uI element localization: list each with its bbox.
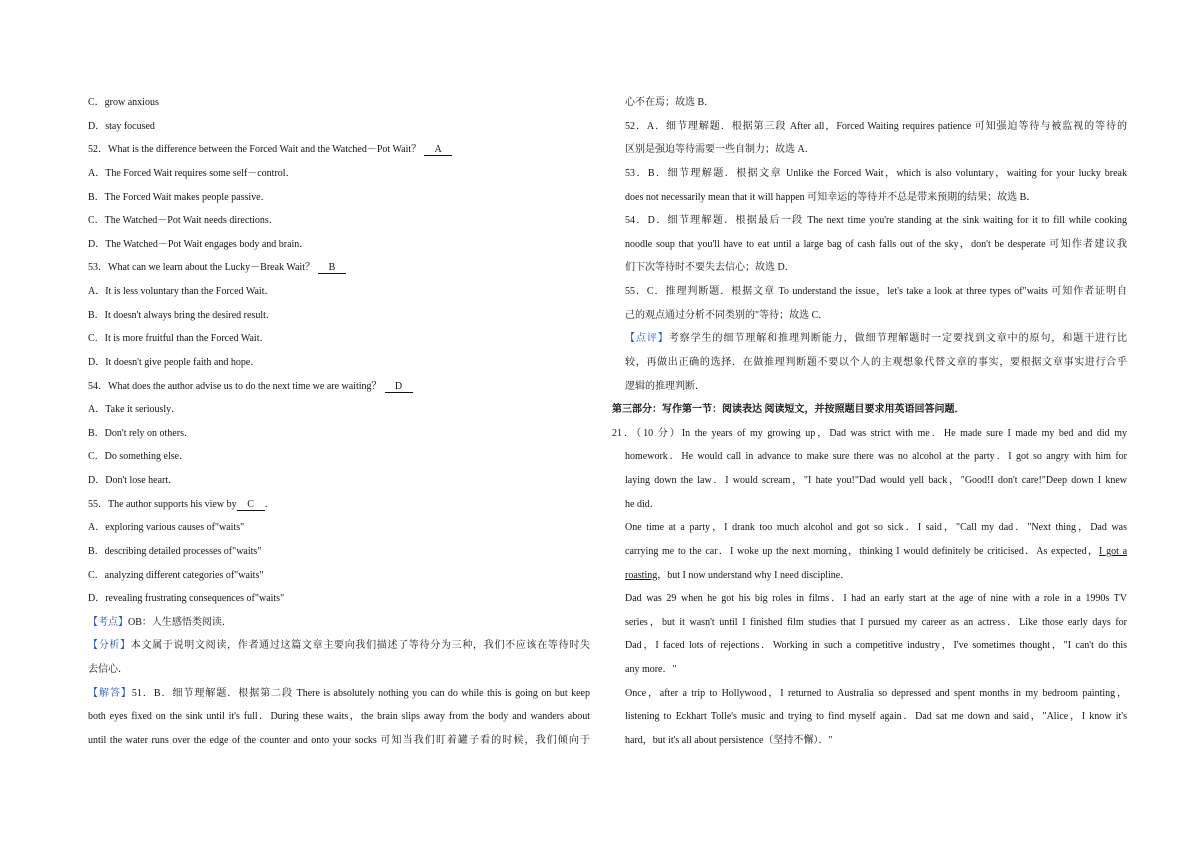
kaodian-label: 【考点】 xyxy=(88,616,128,628)
q55-option-b: B．describing detailed processes of"waits" xyxy=(88,545,262,557)
jieda-line-4: 心不在焉；故选 B． xyxy=(625,97,715,108)
q54-option-a: A．Take it seriously． xyxy=(88,404,182,416)
q21-p4-line-1: Once，after a trip to Hollywood，I returned to Australia so depressed and spent months in my bedroom painting， xyxy=(625,687,1127,699)
q52-option-c: C．The Watched－Pot Wait needs directions． xyxy=(88,215,279,227)
jieda-line-10: noodle soup that you'll have to eat until a large bag of cash falls out of the sky，don't be desperate 可知作者建议我 xyxy=(625,238,1127,250)
jieda-line-13: 己的观点通过分析不同类别的"等待；故选 C． xyxy=(625,309,829,321)
q54-answer: D xyxy=(385,381,413,393)
q21-p2-line-1: One time at a party，I drank too much alcohol and got so sick．I said，"Call my dad．"Next thing，Dad was xyxy=(625,522,1127,534)
left-column xyxy=(88,91,590,753)
dianping-line-1 xyxy=(625,327,1127,351)
q21-p4-line-2: listening to Eckhart Tolle's music and trying to find myself again．Dad sat me down and said，"Alice，I know it's xyxy=(625,711,1127,723)
q55-stem-text: 55．The author supports his view by xyxy=(88,498,237,510)
jieda-line-1 xyxy=(88,682,590,706)
q53-stem xyxy=(88,256,590,280)
q21-p1-line-2: homework．He would call in advance to make sure there was no alcohol at the party．I got so angry with him for xyxy=(625,451,1127,463)
jieda-line-6: 区别是强迫等待需要一些自制力；故选 A． xyxy=(625,144,815,156)
q51-option-d: D．stay focused xyxy=(88,120,155,132)
jieda-label: 【解答】 xyxy=(88,687,132,699)
q55-answer: C xyxy=(237,499,265,511)
q21-p1-line-4: he did． xyxy=(625,498,660,510)
kaodian-line xyxy=(88,611,590,635)
q52-stem xyxy=(88,138,590,162)
q21-p2-text-3: ，but I now understand why I need discipline． xyxy=(657,569,851,581)
jieda-line-12: 55．C．推理判断题．根据文章 To understand the issue，let's take a look at three types of"waits 可知作者证明自 xyxy=(625,286,1127,297)
q21-p3-line-3: Dad，I faced lots of rejections．Working in such a competitive industry，I've sometimes thought，"I can't do this xyxy=(625,640,1127,652)
q52-option-d: D．The Watched－Pot Wait engages body and brain． xyxy=(88,238,310,250)
q21-p3-line-2: series，but it wasn't until I finished film studies that I pursued my career as an actress．Like those early days for xyxy=(625,616,1127,628)
q21-p3-line-1: Dad was 29 when he got his big roles in films．I had an early start at the age of nine with a role in a 1990s TV xyxy=(625,593,1127,605)
q55-stem xyxy=(88,493,590,517)
jieda-line-3: until the water runs over the edge of the counter and onto your socks 可知当我们盯着罐子看的时候，我们倾向于 xyxy=(88,734,590,746)
section3-heading: 第三部分：写作第一节：阅读表达 阅读短文，并按照题目要求用英语回答问题． xyxy=(612,404,965,416)
q21-underlined-phrase-2: roasting xyxy=(625,569,658,581)
dianping-line-2: 较，再做出正确的选择．在做推理判断题不要以个人的主观想象代替文章的事实，要根据文章事实进行合乎 xyxy=(625,356,1127,368)
q53-answer: B xyxy=(318,262,346,274)
jieda-text-1: 51．B．细节理解题．根据第二段 There is absolutely nothing you can do while this is going on but keep xyxy=(131,687,591,699)
q54-option-c: C．Do something else． xyxy=(88,451,190,463)
q55-option-d: D．revealing frustrating consequences of"waits" xyxy=(88,593,285,605)
q52-option-a: A．The Forced Wait requires some self－control． xyxy=(88,167,296,179)
q21-p2-text-2: carrying me to the car．I woke up the next morning，thinking I would definitely be criticised．As expected， xyxy=(625,545,1100,557)
q55-stem-tail: ． xyxy=(264,498,275,510)
fenxi-text-1: 本文属于说明文阅读，作者通过这篇文章主要向我们描述了等待分为三种，我们不应该在等待时失 xyxy=(130,640,591,652)
dianping-label: 【点评】 xyxy=(625,333,669,345)
q21-number: 21． xyxy=(612,427,637,439)
q21-p2-line-2 xyxy=(625,540,1127,564)
q54-option-b: B．Don't rely on others． xyxy=(88,427,194,439)
q21-p1-text-1: In the years of my growing up，Dad was strict with me．He made sure I made my bed and did my xyxy=(681,427,1128,439)
q53-option-d: D．It doesn't give people faith and hope． xyxy=(88,356,261,368)
q21-line-1 xyxy=(612,422,1127,446)
q52-answer: A xyxy=(424,144,452,156)
q21-score: （10 分） xyxy=(636,427,682,439)
q52-stem-text: 52．What is the difference between the Forced Wait and the Watched－Pot Wait？ xyxy=(88,144,422,156)
q21-p2-line-3 xyxy=(625,564,1127,588)
jieda-line-2: both eyes fixed on the sink until it's full．During these waits，the brain slips away from the body and wanders about xyxy=(88,711,590,723)
q55-option-c: C．analyzing different categories of"waits" xyxy=(88,569,264,581)
q21-p3-line-4: any more．" xyxy=(625,664,677,675)
q53-stem-text: 53．What can we learn about the Lucky－Break Wait？ xyxy=(88,262,315,274)
q21-p4-line-3: hard，but it's all about persistence（坚持不懈）．" xyxy=(625,734,833,746)
q53-option-a: A．It is less voluntary than the Forced Wait． xyxy=(88,286,275,297)
q52-option-b: B．The Forced Wait makes people passive． xyxy=(88,191,271,203)
jieda-line-11: 们下次等待时不要失去信心；故选 D． xyxy=(625,262,795,274)
dianping-text-1: 考察学生的细节理解和推理判断能力，做细节理解题时一定要找到文章中的原句，和题干进行比 xyxy=(668,333,1128,345)
fenxi-label: 【分析】 xyxy=(88,640,131,652)
q51-option-c: C．grow anxious xyxy=(88,97,159,108)
kaodian-text: OB：人生感悟类阅读． xyxy=(128,616,232,628)
q21-p1-line-3: laying down the law．I would scream，"I hate you!"Dad would yell back，"Good!I don't care!"Deep down I knew xyxy=(625,475,1127,486)
jieda-line-9: 54．D．细节理解题．根据最后一段 The next time you're standing at the sink waiting for it to fill while cooking xyxy=(625,215,1127,227)
fenxi-line-2: 去信心． xyxy=(88,664,128,675)
jieda-line-5: 52．A．细节理解题．根据第三段 After all，Forced Waiting requires patience 可知强迫等待与被监视的等待的 xyxy=(625,120,1127,132)
q54-stem-text: 54．What does the author advise us to do the next time we are waiting？ xyxy=(88,380,382,392)
dianping-line-3: 逻辑的推理判断． xyxy=(625,380,705,392)
q55-option-a: A．exploring various causes of"waits" xyxy=(88,522,245,534)
q21-underlined-phrase-1: I got a xyxy=(1099,545,1128,557)
q53-option-c: C．It is more fruitful than the Forced Wait． xyxy=(88,333,270,345)
jieda-line-8: does not necessarily mean that it will happen 可知幸运的等待并不总是带来预期的结果；故选 B． xyxy=(625,191,1037,203)
jieda-line-7: 53．B．细节理解题．根据文章 Unlike the Forced Wait，which is also voluntary，waiting for your lucky break xyxy=(625,167,1127,179)
right-column xyxy=(612,91,1128,753)
fenxi-line-1 xyxy=(88,634,590,658)
q54-option-d: D．Don't lose heart． xyxy=(88,475,179,486)
q54-stem xyxy=(88,375,590,399)
q53-option-b: B．It doesn't always bring the desired result． xyxy=(88,309,276,321)
